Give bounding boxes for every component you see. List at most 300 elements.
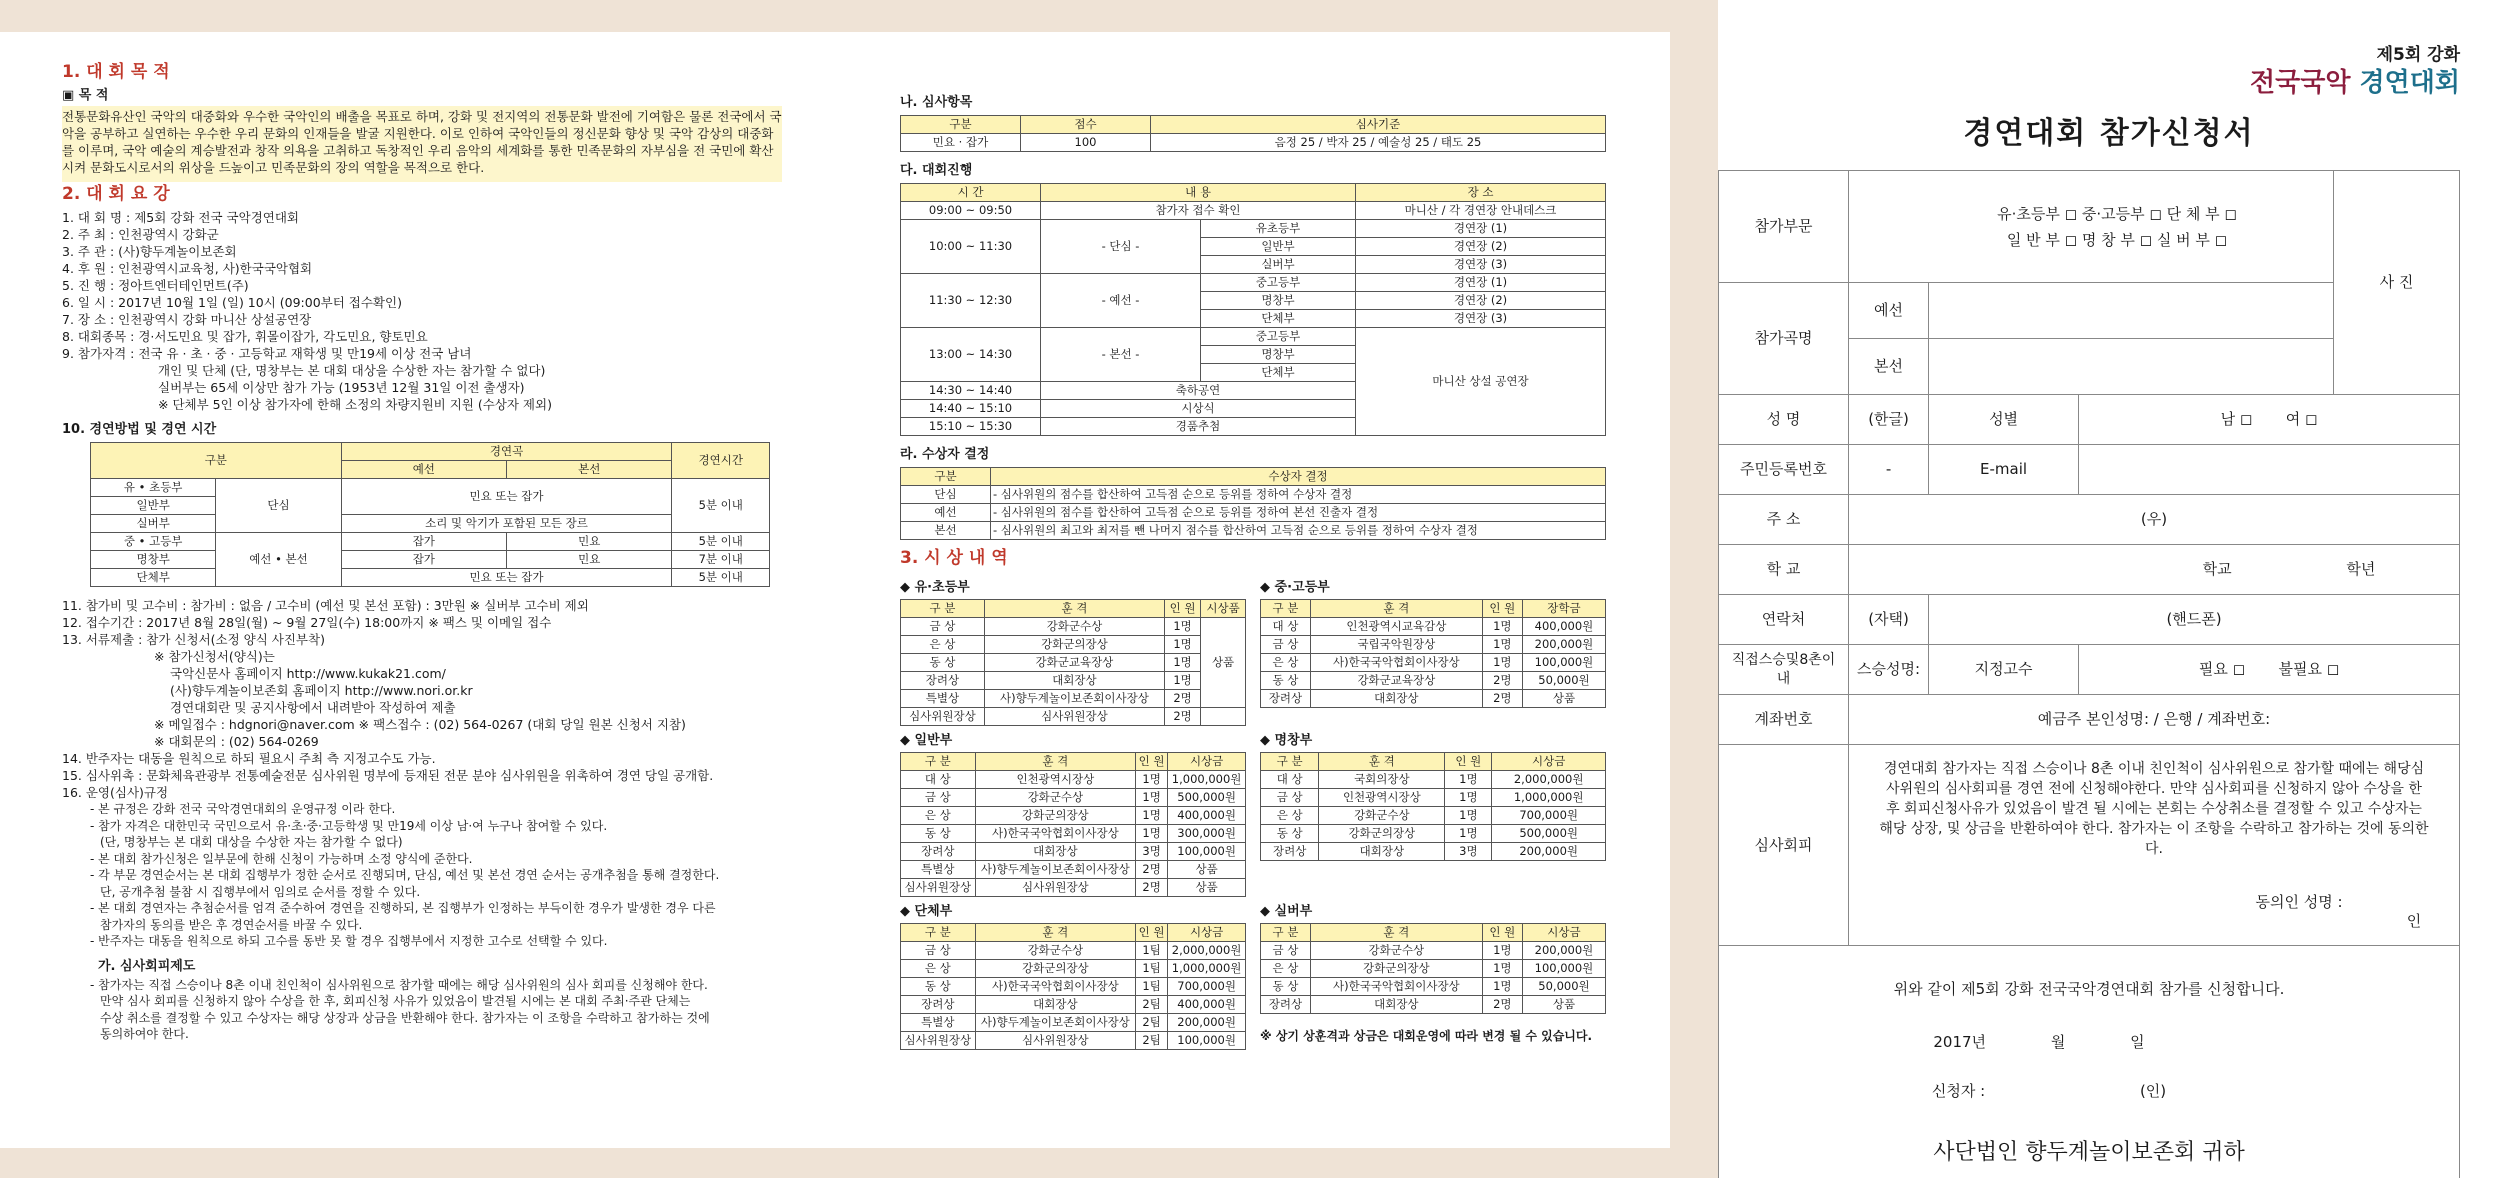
th: 장 소 [1356, 184, 1606, 202]
prize-elem-table [900, 599, 1246, 726]
label-division: 참가부문 [1719, 171, 1849, 283]
th-song: 경연곡 [341, 443, 672, 461]
cell: 대회장상 [1310, 996, 1482, 1014]
rule-line: 참가자의 동의를 받은 후 경연순서를 바꿀 수 있다. [100, 917, 363, 932]
left-column [62, 60, 782, 1043]
rule-line: - 각 부문 경연순서는 본 대회 집행부가 정한 순서로 진행되며, 단심, 예선 및 본선 경연 순서는 공개추첨을 통해 결정한다. [90, 868, 720, 882]
applicant-line[interactable] [1647, 1082, 2451, 1101]
cell: 민요 · 잡가 [901, 134, 1021, 152]
right-column [900, 90, 1606, 1050]
applicant-seal[interactable]: (인) [2139, 1082, 2167, 1100]
cell: 1명 [1482, 636, 1522, 654]
cell: 1명 [1445, 825, 1492, 843]
outline-item: 15. 심사위촉 : 문화체육관광부 전통예술전문 심사위원 명부에 등재된 전문 분야 심사위원을 위촉하여 경연 당일 공개함. [62, 768, 714, 783]
cell: 700,000원 [1168, 978, 1246, 996]
cell: 단체부 [1201, 310, 1356, 328]
cell: 은 상 [1261, 654, 1311, 672]
row-master: 명창부 [91, 551, 216, 569]
brand-edition: 제5회 강화 [2376, 45, 2460, 65]
cell: 100,000원 [1522, 960, 1605, 978]
date-line[interactable] [1627, 1033, 2451, 1052]
rule-line: - 참가 자격은 대한민국 국민으로서 유·초·중·고등학생 및 만19세 이상 남·여 누구나 참여할 수 있다. [90, 818, 608, 833]
cell: 은 상 [1261, 960, 1311, 978]
row-gen: 일반부 [91, 497, 216, 515]
th: 구 분 [1261, 753, 1319, 771]
section3-title: 3. 시 상 내 역 [900, 548, 1008, 568]
cell: 400,000원 [1168, 807, 1246, 825]
cell: 강화군의장상 [1310, 960, 1482, 978]
cell: 금 상 [1261, 789, 1319, 807]
cell: 대회장상 [975, 996, 1135, 1014]
cell: 경연장 (2) [1356, 292, 1606, 310]
cell: 700,000원 [1492, 807, 1606, 825]
cell: 동 상 [1261, 978, 1311, 996]
cell: 200,000원 [1168, 1014, 1246, 1032]
cell: 금 상 [901, 789, 976, 807]
cell: 1명 [1136, 807, 1168, 825]
outline-subitem: ※ 단체부 5인 이상 참가자에 한해 소정의 차량지원비 지원 (수상자 제외) [158, 397, 552, 412]
avoid-system-title: 가. 심사회피제도 [98, 958, 196, 974]
cell: 300,000원 [1168, 825, 1246, 843]
cell: 1명 [1136, 825, 1168, 843]
prize-master-table [1260, 752, 1606, 861]
cell: 동 상 [901, 978, 976, 996]
avoid-cell [1849, 745, 2460, 946]
section2-title: 2. 대 회 요 강 [62, 184, 170, 204]
form-header [1718, 0, 2500, 170]
cell: 1명 [1445, 789, 1492, 807]
label-school: 학 교 [1719, 545, 1849, 595]
winner-table [900, 467, 1606, 540]
cell: 예선 [901, 504, 991, 522]
cell: 대회장상 [975, 843, 1135, 861]
th: 인 원 [1164, 600, 1200, 618]
consent-seal[interactable]: 인 [2406, 912, 2422, 930]
cell: 강화군수상 [975, 789, 1135, 807]
cell: 1,000,000원 [1168, 771, 1246, 789]
photo-box[interactable]: 사 진 [2334, 171, 2460, 395]
cell: 1명 [1482, 942, 1522, 960]
cell: 사)향두계놀이보존회이사장상 [975, 1014, 1135, 1032]
cell: 2명 [1482, 996, 1522, 1014]
cell: 은 상 [901, 807, 976, 825]
cell-song: 민요 [507, 551, 672, 569]
cell: 특별상 [901, 690, 985, 708]
prize-mid-table [1260, 599, 1606, 708]
outline-item: 1. 대 회 명 : 제5회 강화 전국 국악경연대회 [62, 210, 300, 225]
cell: 2명 [1164, 690, 1200, 708]
cell: 500,000원 [1492, 825, 1606, 843]
schedule-table [900, 183, 1606, 436]
cell-time: 5분 이내 [672, 479, 770, 533]
teacher-field[interactable]: 스승성명: [1849, 645, 1929, 695]
cell: 사)향두계놀이보존회이사장상 [975, 861, 1135, 879]
prize-group [900, 897, 1246, 1050]
cell: 1명 [1445, 771, 1492, 789]
cell: 동 상 [1261, 825, 1319, 843]
cell: 대 상 [1261, 618, 1311, 636]
cell: 10:00 ~ 11:30 [901, 220, 1041, 274]
school-suffix: 학교 [2202, 560, 2232, 578]
cell: 3명 [1136, 843, 1168, 861]
cell-song: 민요 또는 잡가 [341, 479, 672, 515]
th: 점수 [1021, 116, 1151, 134]
cell: 단체부 [1201, 364, 1356, 382]
account-field[interactable]: 예금주 본인성명: / 은행 / 계좌번호: [1849, 695, 2460, 745]
cell: 강화군수상 [975, 942, 1135, 960]
cell: 동 상 [901, 825, 976, 843]
cell: 3명 [1445, 843, 1492, 861]
outline-item: 8. 대회종목 : 경·서도민요 및 잡가, 휘몰이잡가, 각도민요, 향토민요 [62, 329, 428, 344]
cell: 대회장상 [984, 672, 1164, 690]
outline-item: 16. 운영(심사)규정 [62, 785, 169, 800]
prize-elem [900, 573, 1246, 726]
cell: 인천광역시교육감상 [1310, 618, 1482, 636]
outline-item: 2. 주 최 : 인천광역시 강화군 [62, 227, 219, 242]
schedule-title: 다. 대회진행 [900, 163, 973, 178]
cell-prelim-main: 예선 • 본선 [216, 533, 341, 587]
email-field[interactable] [2079, 445, 2460, 495]
cell: 시상식 [1041, 400, 1356, 418]
cell: 상품 [1522, 690, 1605, 708]
cell: 100,000원 [1168, 1032, 1246, 1050]
label-name: 성 명 [1719, 395, 1849, 445]
gender-female[interactable]: 여 ◻ [2285, 410, 2318, 428]
cell: 1명 [1164, 654, 1200, 672]
cell: - 심사위원의 점수를 합산하여 고득점 순으로 등위를 정하여 수상자 결정 [991, 486, 1606, 504]
cell-song: 소리 및 악기가 포함된 모든 장르 [341, 515, 672, 533]
outline-subitem: 개인 및 단체 (단, 명창부는 본 대회 대상을 수상한 자는 참가할 수 없다) [158, 363, 546, 378]
cell: 장려상 [901, 843, 976, 861]
apply-text: 위와 같이 제5회 강화 전국국악경연대회 참가를 신청합니다. [1893, 980, 2285, 998]
cell-song: 민요 또는 잡가 [341, 569, 672, 587]
rule-line: 동의하여야 한다. [100, 1027, 189, 1041]
outline-list-2 [62, 597, 782, 801]
cell: 강화군수상 [1310, 942, 1482, 960]
prize-silver-table [1260, 923, 1606, 1014]
outline-subitem: 경연대회란 및 공지사항에서 내려받아 작성하여 제출 [170, 700, 456, 715]
label-address: 주 소 [1719, 495, 1849, 545]
cell: 13:00 ~ 14:30 [901, 328, 1041, 382]
outline-item: 5. 진 행 : 정아트엔터테인먼트(주) [62, 278, 249, 293]
cell: 1명 [1136, 789, 1168, 807]
prize-silver-title: ◆ 실버부 [1260, 904, 1313, 919]
outline-item: 12. 접수기간 : 2017년 8월 28일(월) ~ 9월 27일(수) 18:00까지 ※ 팩스 및 이메일 접수 [62, 615, 552, 630]
cell: 1명 [1482, 978, 1522, 996]
cell: 인천광역시장상 [975, 771, 1135, 789]
prize-mid [1260, 573, 1606, 726]
cell: 2,000,000원 [1168, 942, 1246, 960]
cell: 은 상 [901, 636, 985, 654]
label-email: E-mail [1929, 445, 2079, 495]
cell: 1명 [1164, 672, 1200, 690]
gender-male[interactable]: 남 ◻ [2220, 410, 2253, 428]
division-line-2[interactable]: 일 반 부 ◻ 명 창 부 ◻ 실 버 부 ◻ [2006, 230, 2228, 249]
cell: 2명 [1482, 672, 1522, 690]
cell: 음정 25 / 박자 25 / 예술성 25 / 태도 25 [1151, 134, 1606, 152]
cell: 경연장 (1) [1356, 220, 1606, 238]
th: 구 분 [901, 753, 976, 771]
cell: 단심 [901, 486, 991, 504]
th: 구 분 [901, 924, 976, 942]
th: 수상자 결정 [991, 468, 1606, 486]
cell: - 심사위원의 점수를 합산하여 고득점 순으로 등위를 정하여 본선 진출자 결정 [991, 504, 1606, 522]
prize-group-title: ◆ 단체부 [900, 904, 953, 919]
drummer-checkboxes[interactable] [2079, 645, 2460, 695]
row-mid: 중 • 고등부 [91, 533, 216, 551]
cell: - 단심 - [1041, 220, 1201, 274]
cell: 심사위원장상 [984, 708, 1164, 726]
prize-master [1260, 726, 1606, 897]
prize-row-2 [900, 726, 1606, 897]
cell: 장려상 [901, 996, 976, 1014]
outline-item: 4. 후 원 : 인천광역시교육청, 사)한국국악협회 [62, 261, 313, 276]
outline-item: 6. 일 시 : 2017년 10월 1일 (일) 10시 (09:00부터 접수확인) [62, 295, 402, 310]
outline-subitem: 국악신문사 홈페이지 http://www.kukak21.com/ [170, 666, 446, 681]
avoid-text: 경연대회 참가자는 직접 스승이나 8촌 이내 친인척이 심사위원으로 참가할 때에는 해당심사위원의 심사회피를 경연 전에 신청해야한다. 만약 심사회피를 신청하지 않아 수상을 한 후 회피신청사유가 있었음이 발견 될 시에는 본회는 수상취소를 결정할 수 있고 수상자는 해당 상장, 및 상금을 반환하여야 한다. 참가자는 이 조항을 수락하고 참가하는 것에 동의한다. [1879, 761, 2429, 857]
cell: 강화군의장상 [984, 636, 1164, 654]
outline-item: 9. 참가자격 : 전국 유 · 초 · 중 · 고등학교 재학생 및 만19세 이상 전국 남녀 [62, 346, 472, 361]
prize-row-1 [900, 573, 1606, 726]
prize-note: ※ 상기 상훈격과 상금은 대회운영에 따라 변경 될 수 있습니다. [1260, 1029, 1593, 1043]
cell: 14:30 ~ 14:40 [901, 382, 1041, 400]
grade-suffix: 학년 [2346, 560, 2376, 578]
th: 훈 격 [984, 600, 1164, 618]
winner-title: 라. 수상자 결정 [900, 447, 990, 462]
cell: 금 상 [901, 618, 985, 636]
mobile-field[interactable]: (핸드폰) [1929, 595, 2460, 645]
th-prelim: 예선 [341, 461, 506, 479]
cell [1201, 708, 1246, 726]
song-prelim-field[interactable] [1929, 283, 2334, 339]
cell: - 본선 - [1041, 328, 1201, 382]
cell: 동 상 [901, 654, 985, 672]
address-field[interactable]: (우) [1849, 495, 2460, 545]
declaration-cell [1719, 946, 2460, 1178]
gender-checkboxes[interactable] [2079, 395, 2460, 445]
cell: 경연장 (1) [1356, 274, 1606, 292]
cell: 은 상 [901, 960, 976, 978]
th: 구 분 [901, 600, 985, 618]
drummer-noneed[interactable]: 불필요 ◻ [2278, 660, 2340, 678]
th: 구 분 [1261, 924, 1311, 942]
prize-group-table [900, 923, 1246, 1050]
outline-item: 7. 장 소 : 인천광역시 강화 마니산 상설공연장 [62, 312, 312, 327]
cell: 참가자 접수 확인 [1041, 202, 1356, 220]
th: 훈 격 [1310, 600, 1482, 618]
drummer-need[interactable]: 필요 ◻ [2198, 660, 2246, 678]
form-title: 경연대회 참가신청서 [1963, 116, 2255, 151]
th: 내 용 [1041, 184, 1356, 202]
th: 시 간 [901, 184, 1041, 202]
rule-line: - 반주자는 대동을 원칙으로 하되 고수를 동반 못 할 경우 집행부에서 지정한 고수로 선택할 수 있다. [90, 934, 608, 948]
brand-logo [2250, 62, 2460, 99]
prize-gen-table [900, 752, 1246, 897]
th: 시상금 [1492, 753, 1606, 771]
label-teacher: 직접스승및8촌이내 [1719, 645, 1849, 695]
outline-subitem: ※ 메일접수 : hdgnori@naver.com ※ 팩스접수 : (02) 564-0267 (대회 당일 원본 신청서 지참) [154, 717, 686, 732]
outline-item: 13. 서류제출 : 참가 신청서(소정 양식 사진부착) [62, 632, 325, 647]
brand-logo-b: 경연대회 [2359, 68, 2460, 98]
org-name: 사단법인 향두계놀이보존회 귀하 [1933, 1140, 2245, 1165]
cell: 1팀 [1136, 960, 1168, 978]
cell: 강화군수상 [984, 618, 1164, 636]
division-checkboxes[interactable] [1849, 171, 2334, 283]
th: 인 원 [1136, 753, 1168, 771]
cell: 강화군수상 [1319, 807, 1445, 825]
cell: 2명 [1482, 690, 1522, 708]
rule-line: 만약 심사 회피를 신청하지 않아 수상을 한 후, 회피신청 사유가 있었음이 발견될 시에는 본 대회 주최·주관 단체는 [100, 994, 691, 1008]
th: 구분 [901, 468, 991, 486]
th: 시상금 [1522, 924, 1605, 942]
th: 훈 격 [975, 753, 1135, 771]
cell: 1명 [1482, 618, 1522, 636]
cell: 금 상 [1261, 942, 1311, 960]
consent-line[interactable] [1879, 893, 2429, 931]
label-contact: 연락처 [1719, 595, 1849, 645]
label-gender: 성별 [1929, 395, 2079, 445]
cell: 50,000원 [1522, 672, 1605, 690]
cell: 경품추첨 [1041, 418, 1356, 436]
th: 인 원 [1482, 600, 1522, 618]
cell: 명창부 [1201, 292, 1356, 310]
purpose-text: 전통문화유산인 국악의 대중화와 우수한 국악인의 배출을 목표로 하며, 강화 및 전지역의 전통문화 발전에 기여함은 물론 전국에서 국악을 공부하고 실연하는 우수한 우리 문화의 인재들을 발굴 지원한다. 이로 인하여 국악인들의 정신문화 향상 및 국악 감상의 대중화를 이루며, 국악 예술의 계승발전과 창작 의욕을 고취하고 독창적인 우리 음악의 세계화를 통한 민족문화의 자부심을 전 국민에 확산시켜 문화도시로서의 위상을 드높이고 민족문화의 장의 역할을 목적으로 한다. [62, 106, 782, 182]
cell: 장려상 [1261, 996, 1311, 1014]
cell: 2팀 [1136, 996, 1168, 1014]
outline-item: 11. 참가비 및 고수비 : 참가비 : 없음 / 고수비 (예선 및 본선 포함) : 3만원 ※ 실버부 고수비 제외 [62, 598, 589, 613]
th-division: 구분 [91, 443, 342, 479]
cell: 200,000원 [1522, 636, 1605, 654]
prize-gen [900, 726, 1246, 897]
cell: 명창부 [1201, 346, 1356, 364]
school-field[interactable] [1849, 545, 2460, 595]
cell: 중고등부 [1201, 328, 1356, 346]
cell: 1,000,000원 [1492, 789, 1606, 807]
cell: 상품 [1522, 996, 1605, 1014]
cell: 2팀 [1136, 1014, 1168, 1032]
cell: 2명 [1136, 879, 1168, 897]
avoid-system-text [62, 977, 782, 1043]
cell: 강화군교육장상 [1310, 672, 1482, 690]
cell: 상품 [1168, 861, 1246, 879]
cell: 2팀 [1136, 1032, 1168, 1050]
rule-line: - 본 대회 참가신청은 일부문에 한해 신청이 가능하며 소정 양식에 준한다. [90, 851, 473, 866]
cell: 은 상 [1261, 807, 1319, 825]
outline-subitem: (사)향두계놀이보존회 홈페이지 http://www.nori.or.kr [170, 683, 473, 698]
cell: 사)한국국악협회이사장상 [975, 978, 1135, 996]
th: 인 원 [1482, 924, 1522, 942]
th: 심사기준 [1151, 116, 1606, 134]
cell-song: 잡가 [341, 533, 506, 551]
cell: 심사위원장상 [975, 879, 1135, 897]
prize-gen-title: ◆ 일반부 [900, 733, 953, 748]
cell: 400,000원 [1522, 618, 1605, 636]
cell: 200,000원 [1522, 942, 1605, 960]
cell: 대회장상 [1310, 690, 1482, 708]
cell: 2,000,000원 [1492, 771, 1606, 789]
cell-time: 5분 이내 [672, 533, 770, 551]
form-table [1718, 170, 2460, 1178]
cell: 유초등부 [1201, 220, 1356, 238]
cell-time: 7분 이내 [672, 551, 770, 569]
label-account: 계좌번호 [1719, 695, 1849, 745]
label-avoid: 심사회피 [1719, 745, 1849, 946]
home-phone-field[interactable]: (자택) [1849, 595, 1929, 645]
applicant-label: 신청자 : [1931, 1082, 1986, 1100]
name-field[interactable]: (한글) [1849, 395, 1929, 445]
cell: 특별상 [901, 1014, 976, 1032]
cell: 심사위원장상 [975, 1032, 1135, 1050]
section1-title: 1. 대 회 목 적 [62, 62, 170, 82]
cell: 1명 [1136, 771, 1168, 789]
cell: - 예선 - [1041, 274, 1201, 328]
rrn-field[interactable]: - [1849, 445, 1929, 495]
cell: 100 [1021, 134, 1151, 152]
th: 구 분 [1261, 600, 1311, 618]
cell: 2명 [1164, 708, 1200, 726]
cell: 사)향두계놀이보존회이사장상 [984, 690, 1164, 708]
cell: 장려상 [1261, 843, 1319, 861]
outline-subitem: ※ 대회문의 : (02) 564-0269 [154, 734, 319, 749]
cell: 100,000원 [1522, 654, 1605, 672]
division-line-1[interactable]: 유·초등부 ◻ 중·고등부 ◻ 단 체 부 ◻ [1997, 204, 2237, 223]
cell: 마니산 상설 공연장 [1356, 328, 1606, 436]
cell: 1명 [1164, 618, 1200, 636]
brand-logo-a: 전국국악 [2250, 68, 2351, 98]
cell: 실버부 [1201, 256, 1356, 274]
cell: 경연장 (3) [1356, 310, 1606, 328]
song-main-field[interactable] [1929, 339, 2334, 395]
consent-label: 동의인 성명 : [2255, 893, 2343, 911]
prize-mid-title: ◆ 중·고등부 [1260, 580, 1330, 595]
rule-line: - 본 대회 경연자는 추첨순서를 엄격 준수하여 경연을 진행하되, 본 집행부가 인정하는 부득이한 경우가 발생한 경우 다른 [90, 901, 716, 915]
cell: 상품 [1201, 618, 1246, 708]
left-page [0, 32, 1670, 1148]
cell: 심사위원장상 [901, 879, 976, 897]
cell: 100,000원 [1168, 843, 1246, 861]
th-time: 경연시간 [672, 443, 770, 479]
cell: 1,000,000원 [1168, 960, 1246, 978]
cell: 심사위원장상 [901, 1032, 976, 1050]
label-drummer: 지정고수 [1929, 645, 2079, 695]
cell: 장려상 [1261, 690, 1311, 708]
cell-song: 잡가 [341, 551, 506, 569]
th: 인 원 [1136, 924, 1168, 942]
cell: 강화군의장상 [975, 807, 1135, 825]
cell: 강화군교육장상 [984, 654, 1164, 672]
purpose-subtitle: ▣ 목 적 [62, 88, 109, 103]
cell: 경연장 (2) [1356, 238, 1606, 256]
row-silver: 실버부 [91, 515, 216, 533]
cell: 심사위원장상 [901, 708, 985, 726]
cell: 1명 [1445, 807, 1492, 825]
prize-elem-title: ◆ 유·초등부 [900, 580, 970, 595]
cell: 50,000원 [1522, 978, 1605, 996]
outline-list [62, 209, 782, 413]
cell: 1팀 [1136, 978, 1168, 996]
cell: 금 상 [1261, 636, 1311, 654]
cell: 1팀 [1136, 942, 1168, 960]
cell: 200,000원 [1492, 843, 1606, 861]
judging-title: 나. 심사항목 [900, 95, 973, 110]
cell: 14:40 ~ 15:10 [901, 400, 1041, 418]
cell: 사)한국국악협회이사장상 [1310, 654, 1482, 672]
cell: 특별상 [901, 861, 976, 879]
cell: 경연장 (3) [1356, 256, 1606, 274]
row-group: 단체부 [91, 569, 216, 587]
cell: 1명 [1482, 654, 1522, 672]
th: 시상품 [1201, 600, 1246, 618]
